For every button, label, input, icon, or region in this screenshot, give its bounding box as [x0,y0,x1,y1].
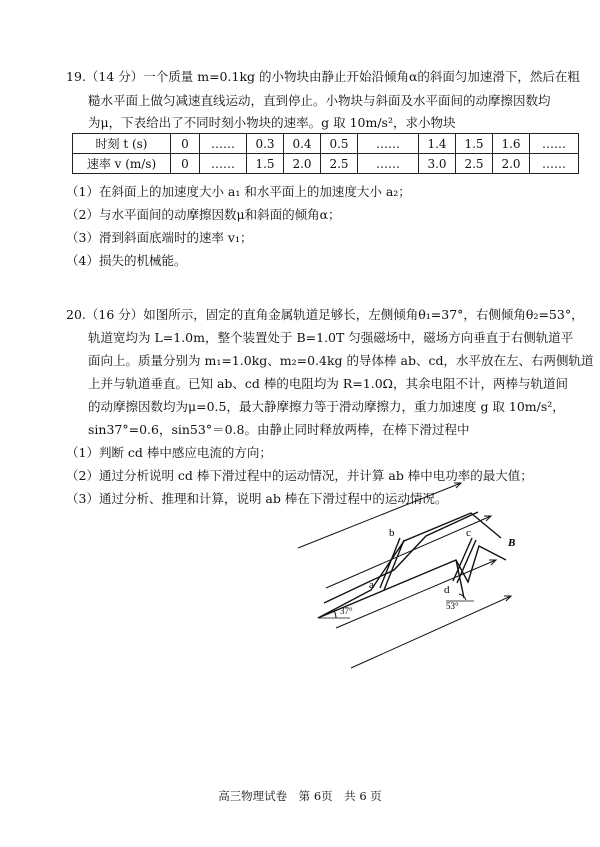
table-cell: 时刻 t (s) [73,134,171,154]
q20-line-6: sin37°=0.6，sin53°＝0.8。由静止同时释放两棒，在棒下滑过程中 [88,422,470,437]
label-angle-left: 37° [340,606,353,616]
q19-sub-3: （3）滑到斜面底端时的速率 v₁； [66,230,253,245]
label-d: d [444,584,450,596]
table-cell: 0.3 [247,134,284,154]
q20-line-4: 上并与轨道垂直。已知 ab、cd 棒的电阻均为 R=1.0Ω，其余电阻不计，两棒与轨道间 [88,376,569,391]
table-cell: 0.4 [284,134,321,154]
q19-line-1: 19.（14 分）一个质量 m=0.1kg 的小物块由静止开始沿倾角α的斜面匀加速滑下，然后在粗 [66,69,580,84]
table-cell: …… [358,154,419,174]
table-cell: 0 [171,134,200,154]
label-a: a [369,579,374,591]
table-cell: 0 [171,154,200,174]
rails [318,512,506,618]
q19-line-3: 为μ，下表给出了不同时刻小物块的速率。g 取 10m/s²，求小物块 [88,115,456,130]
table-row-time [73,134,579,154]
table-cell: 1.4 [419,134,456,154]
q20-sub-2: （2）通过分析说明 cd 棒下滑过程中的运动情况，并计算 ab 棒中电功率的最大值； [66,468,533,483]
table-cell: 2.5 [321,154,358,174]
table-cell: 1.6 [493,134,530,154]
table-cell: …… [200,154,247,174]
table-cell: …… [200,134,247,154]
table-cell: …… [358,134,419,154]
table-cell: …… [530,154,579,174]
table-cell: 2.0 [284,154,321,174]
q20-sub-1: （1）判断 cd 棒中感应电流的方向； [66,445,272,460]
label-field-B: B [508,537,516,549]
table-cell: 速率 v (m/s) [73,154,171,174]
q20-sub-3: （3）通过分析、推理和计算，说明 ab 棒在下滑过程中的运动情况。 [66,491,448,506]
table-cell: 0.5 [321,134,358,154]
q20-line-2: 轨道宽均为 L=1.0m，整个装置处于 B=1.0T 匀强磁场中，磁场方向垂直于右侧轨道平 [88,330,574,345]
angle-arc-left [334,611,336,618]
table-cell: 1.5 [456,134,493,154]
label-c: c [466,527,471,539]
q20-line-5: 的动摩擦因数均为μ=0.5，最大静摩擦力等于滑动摩擦力，重力加速度 g 取 10m/s²， [88,399,565,414]
table-cell: 1.5 [247,154,284,174]
label-angle-right: 53° [446,601,459,611]
table-cell: 2.0 [493,154,530,174]
label-b: b [389,527,395,539]
q19-line-2: 糙水平面上做匀减速直线运动，直到停止。小物块与斜面及水平面间的动摩擦因数均 [88,93,551,108]
page-footer: 高三物理试卷 第 6页 共 6 页 [218,789,382,803]
q19-sub-4: （4）损失的机械能。 [66,253,187,268]
q19-sub-2: （2）与水平面间的动摩擦因数μ和斜面的倾角α； [66,207,341,222]
q19-sub-1: （1）在斜面上的加速度大小 a₁ 和水平面上的加速度大小 a₂； [66,184,411,199]
field-lines [298,483,511,668]
rail-diagram [296,478,536,683]
table-cell: 3.0 [419,154,456,174]
angle-arc-right [459,594,466,600]
table-cell: 2.5 [456,154,493,174]
table-row-speed [73,154,579,174]
q20-line-3: 面向上。质量分别为 m₁=1.0kg、m₂=0.4kg 的导体棒 ab、cd，水平放在左、右两侧轨道 [88,353,594,368]
q20-line-1: 20.（16 分）如图所示，固定的直角金属轨道足够长，左侧倾角θ₁=37°，右侧倾角θ₂=53°， [66,307,584,322]
speed-table [72,133,579,174]
table-cell: …… [530,134,579,154]
